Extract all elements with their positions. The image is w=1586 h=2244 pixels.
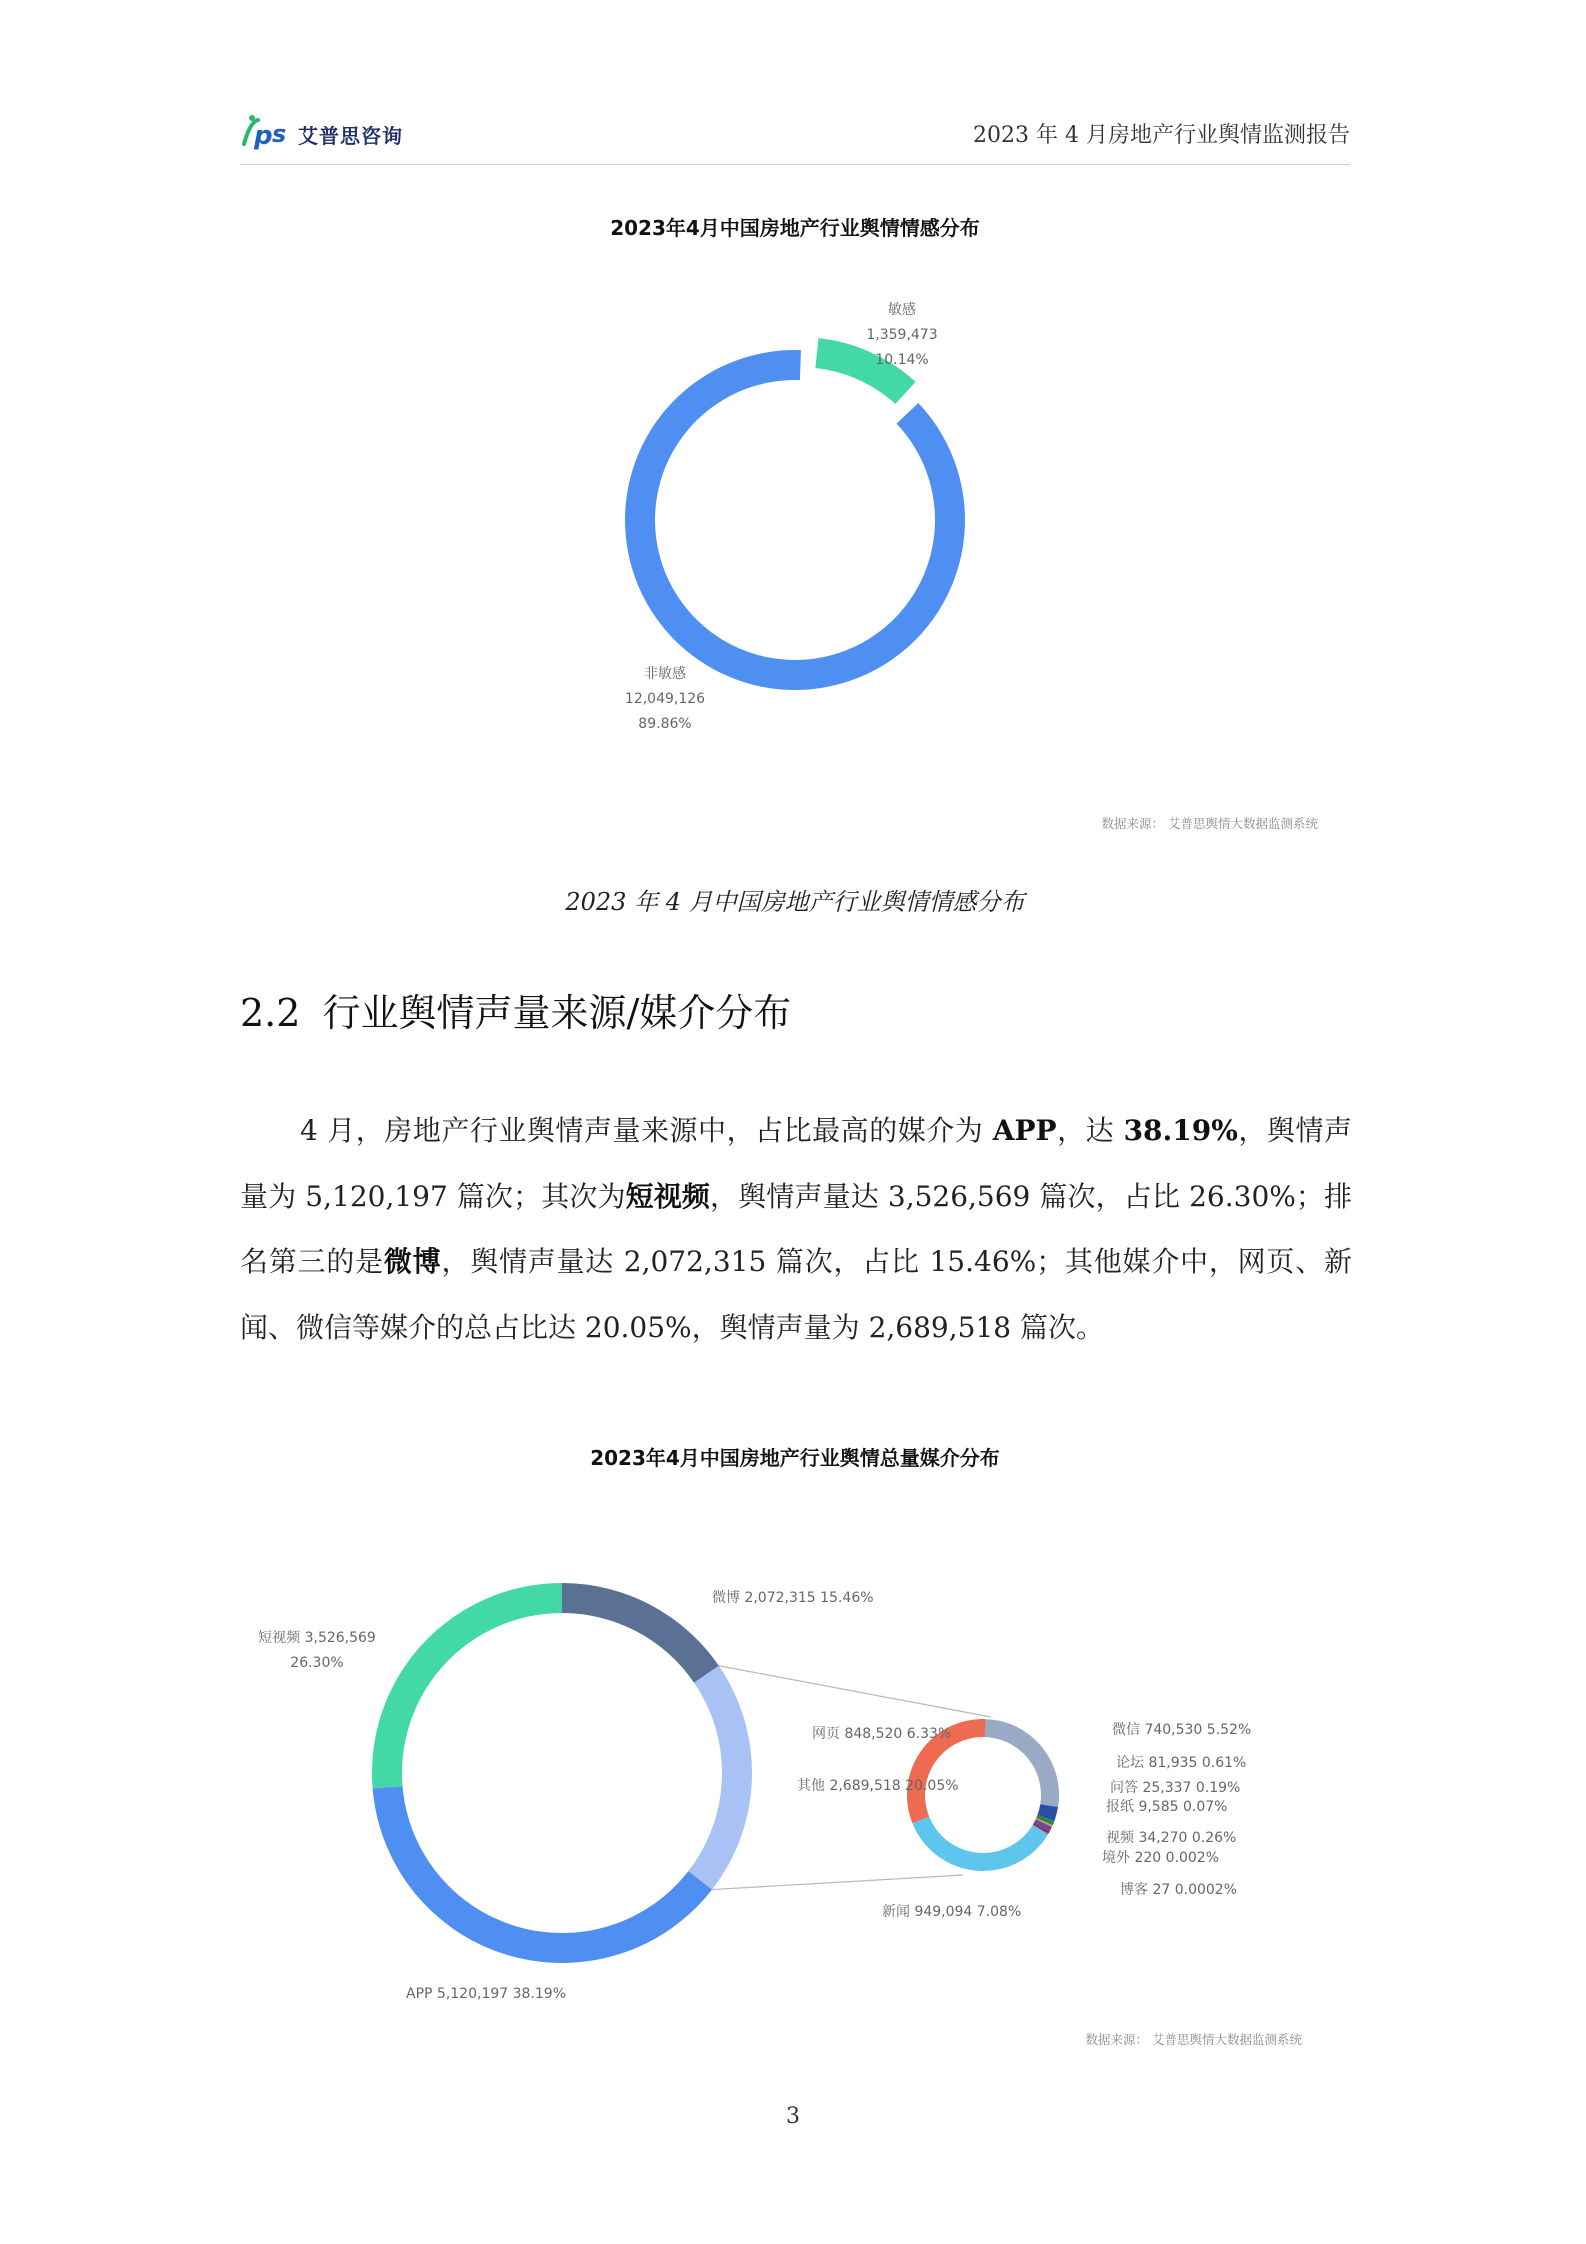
- sentiment-chart: [240, 200, 1350, 840]
- slice-percent: 26.30%: [290, 1655, 344, 1671]
- breakdown-label-news: 新闻 949,094 7.08%: [882, 1904, 1022, 1920]
- report-title: 2023 年 4 月房地产行业舆情监测报告: [973, 123, 1350, 148]
- chart-title: 2023年4月中国房地产行业舆情情感分布: [610, 216, 980, 240]
- text-run: 4 月，房地产行业舆情声量来源中，占比最高的媒介为: [300, 1114, 993, 1147]
- slice-percent: 10.14%: [875, 352, 929, 368]
- bold-run: APP: [992, 1114, 1057, 1147]
- page-number: 3: [786, 2104, 800, 2129]
- breakdown-label-web: 网页 848,520 6.33%: [812, 1726, 952, 1742]
- page-header: [240, 108, 1350, 165]
- slice-name-value: 短视频 3,526,569: [258, 1630, 376, 1646]
- body-paragraph: [240, 1098, 1352, 1360]
- connector-line-bottom: [712, 1875, 963, 1890]
- slice-label-short-video: [232, 1626, 402, 1676]
- text-run: ，舆情声量达 3,526,569 篇次，占比 26.30%；排名第三的是: [240, 1179, 1352, 1278]
- logo-text: 艾普思咨询: [298, 124, 403, 148]
- section-number: 2.2: [240, 991, 301, 1035]
- section-heading: [240, 982, 791, 1037]
- slice-name: 非敏感: [643, 666, 686, 682]
- bold-run: 微博: [383, 1245, 442, 1278]
- svg-text:s: s: [272, 120, 287, 148]
- text-run: ，舆情声量为 5,120,197 篇次；其次为: [240, 1114, 1352, 1213]
- logo-mark-icon: [240, 114, 296, 150]
- slice-app: [373, 1786, 712, 1963]
- slice-label-weibo: 微博 2,072,315 15.46%: [712, 1590, 874, 1606]
- media-donut-svg: [240, 1430, 1350, 2070]
- breakdown-label-wechat: 微信 740,530 5.52%: [1112, 1722, 1252, 1738]
- breakdown-label-forum: 论坛 81,935 0.61%: [1116, 1755, 1247, 1771]
- data-source-note: 数据来源： 艾普思舆情大数据监测系统: [1101, 816, 1318, 831]
- breakdown-label-qa: 问答 25,337 0.19%: [1110, 1780, 1241, 1796]
- slice-value: 1,359,473: [866, 327, 938, 343]
- breakdown-slice-微信: [983, 1719, 1059, 1807]
- breakdown-label-newspaper: 报纸 9,585 0.07%: [1106, 1799, 1228, 1815]
- section-title: 行业舆情声量来源/媒介分布: [322, 991, 792, 1035]
- svg-text:p: p: [254, 121, 273, 150]
- chart-title: 2023年4月中国房地产行业舆情总量媒介分布: [590, 1446, 1000, 1470]
- media-chart: [240, 1430, 1350, 2070]
- breakdown-slice-新闻: [912, 1817, 1048, 1871]
- slice-value: 12,049,126: [624, 691, 706, 707]
- bold-run: 38.19%: [1123, 1114, 1238, 1147]
- slice-label-sensitive: [866, 298, 937, 373]
- sentiment-donut-svg: [240, 200, 1350, 840]
- breakdown-label-video: 视频 34,270 0.26%: [1106, 1830, 1237, 1846]
- connector-line-top: [719, 1666, 991, 1717]
- breakdown-label-blog: 博客 27 0.0002%: [1120, 1882, 1238, 1898]
- breakdown-label-overseas: 境外 220 0.002%: [1102, 1850, 1220, 1866]
- slice-weibo: [562, 1583, 719, 1683]
- slice-label-app: APP 5,120,197 38.19%: [406, 1986, 566, 2002]
- slice-short-video: [372, 1583, 562, 1789]
- figure-caption: 2023 年 4 月中国房地产行业舆情情感分布: [565, 888, 1025, 916]
- slice-non-sensitive: [625, 350, 965, 690]
- data-source-note: 数据来源： 艾普思舆情大数据监测系统: [1085, 2032, 1302, 2047]
- slice-label-non-sensitive: [625, 662, 705, 737]
- slice-label-other: 其他 2,689,518 20.05%: [797, 1778, 959, 1794]
- text-run: ，达: [1056, 1114, 1124, 1147]
- slice-percent: 89.86%: [638, 716, 692, 732]
- bold-run: 短视频: [625, 1179, 711, 1213]
- slice-other: [688, 1666, 752, 1890]
- text-run: ，舆情声量达 2,072,315 篇次，占比 15.46%；其他媒介中，网页、新闻、微信等媒介的总占比达 20.05%，舆情声量为 2,689,518 篇次。: [240, 1245, 1352, 1344]
- slice-name: 敏感: [887, 302, 916, 318]
